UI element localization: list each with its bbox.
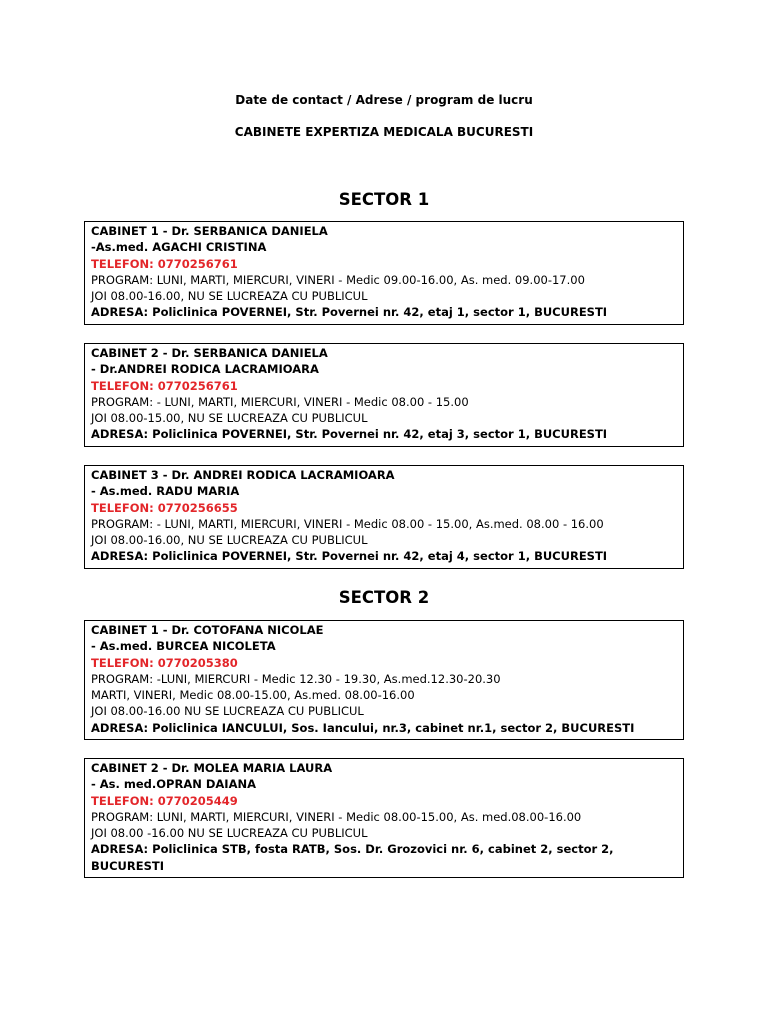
- cabinet-address: ADRESA: Policlinica IANCULUI, Sos. Iancului, nr.3, cabinet nr.1, sector 2, BUCURESTI: [91, 720, 635, 735]
- cabinet-schedule: JOI 08.00 -16.00 NU SE LUCREAZA CU PUBLICUL: [91, 826, 368, 841]
- cabinet-address: ADRESA: Policlinica POVERNEI, Str. Povernei nr. 42, etaj 4, sector 1, BUCURESTI: [91, 549, 608, 564]
- cabinet-title: CABINET 2 - Dr. MOLEA MARIA LAURA: [91, 761, 333, 775]
- document-title: Date de contact / Adrese / program de lucru: [235, 93, 533, 107]
- cabinet-phone: TELEFON: 0770256761: [91, 256, 238, 271]
- cabinet-title: CABINET 2 - Dr. SERBANICA DANIELA: [91, 346, 328, 360]
- cabinet-phone: TELEFON: 0770205380: [91, 655, 238, 670]
- cabinet-title: CABINET 1 - Dr. COTOFANA NICOLAE: [91, 623, 324, 637]
- cabinet-schedule: JOI 08.00-16.00 NU SE LUCREAZA CU PUBLICUL: [91, 704, 364, 719]
- cabinet-schedule: JOI 08.00-15.00, NU SE LUCREAZA CU PUBLICUL: [91, 411, 368, 426]
- cabinet-schedule: PROGRAM: LUNI, MARTI, MIERCURI, VINERI - Medic 09.00-16.00, As. med. 09.00-17.00: [91, 272, 585, 287]
- cabinet-schedule: JOI 08.00-16.00, NU SE LUCREAZA CU PUBLICUL: [91, 289, 368, 304]
- cabinet-card: [84, 758, 684, 878]
- cabinet-title: CABINET 3 - Dr. ANDREI RODICA LACRAMIOARA: [91, 468, 395, 482]
- cabinet-staff: - As.med. RADU MARIA: [91, 484, 240, 499]
- cabinet-address: ADRESA: Policlinica POVERNEI, Str. Povernei nr. 42, etaj 3, sector 1, BUCURESTI: [91, 427, 608, 442]
- cabinet-staff: - Dr.ANDREI RODICA LACRAMIOARA: [91, 362, 319, 377]
- document-subtitle: CABINETE EXPERTIZA MEDICALA BUCURESTI: [234, 125, 534, 139]
- cabinet-schedule: PROGRAM: - LUNI, MARTI, MIERCURI, VINERI - Medic 08.00 - 15.00: [91, 394, 469, 409]
- sector-heading: SECTOR 1: [338, 190, 430, 209]
- cabinet-staff: -As.med. AGACHI CRISTINA: [91, 240, 267, 255]
- cabinet-address: ADRESA: Policlinica STB, fosta RATB, Sos. Dr. Grozovici nr. 6, cabinet 2, sector 2, BUCURESTI: [91, 842, 614, 873]
- cabinet-schedule: MARTI, VINERI, Medic 08.00-15.00, As.med. 08.00-16.00: [91, 688, 415, 703]
- cabinet-schedule: PROGRAM: - LUNI, MARTI, MIERCURI, VINERI - Medic 08.00 - 15.00, As.med. 08.00 - 16.00: [91, 516, 604, 531]
- cabinet-schedule: PROGRAM: LUNI, MARTI, MIERCURI, VINERI - Medic 08.00-15.00, As. med.08.00-16.00: [91, 809, 582, 824]
- cabinet-card: [84, 343, 684, 447]
- sector-heading: SECTOR 2: [338, 588, 430, 607]
- cabinet-phone: TELEFON: 0770256761: [91, 378, 238, 393]
- cabinet-title: CABINET 1 - Dr. SERBANICA DANIELA: [91, 224, 328, 238]
- cabinet-card: [84, 620, 684, 740]
- cabinet-staff: - As.med. BURCEA NICOLETA: [91, 639, 276, 654]
- cabinet-phone: TELEFON: 0770205449: [91, 793, 238, 808]
- cabinet-staff: - As. med.OPRAN DAIANA: [91, 777, 257, 792]
- cabinet-card: [84, 465, 684, 569]
- cabinet-schedule: JOI 08.00-16.00, NU SE LUCREAZA CU PUBLICUL: [91, 533, 368, 548]
- cabinet-phone: TELEFON: 0770256655: [91, 500, 238, 515]
- cabinet-schedule: PROGRAM: -LUNI, MIERCURI - Medic 12.30 - 19.30, As.med.12.30-20.30: [91, 671, 501, 686]
- cabinet-address: ADRESA: Policlinica POVERNEI, Str. Povernei nr. 42, etaj 1, sector 1, BUCURESTI: [91, 305, 608, 320]
- cabinet-card: [84, 221, 684, 325]
